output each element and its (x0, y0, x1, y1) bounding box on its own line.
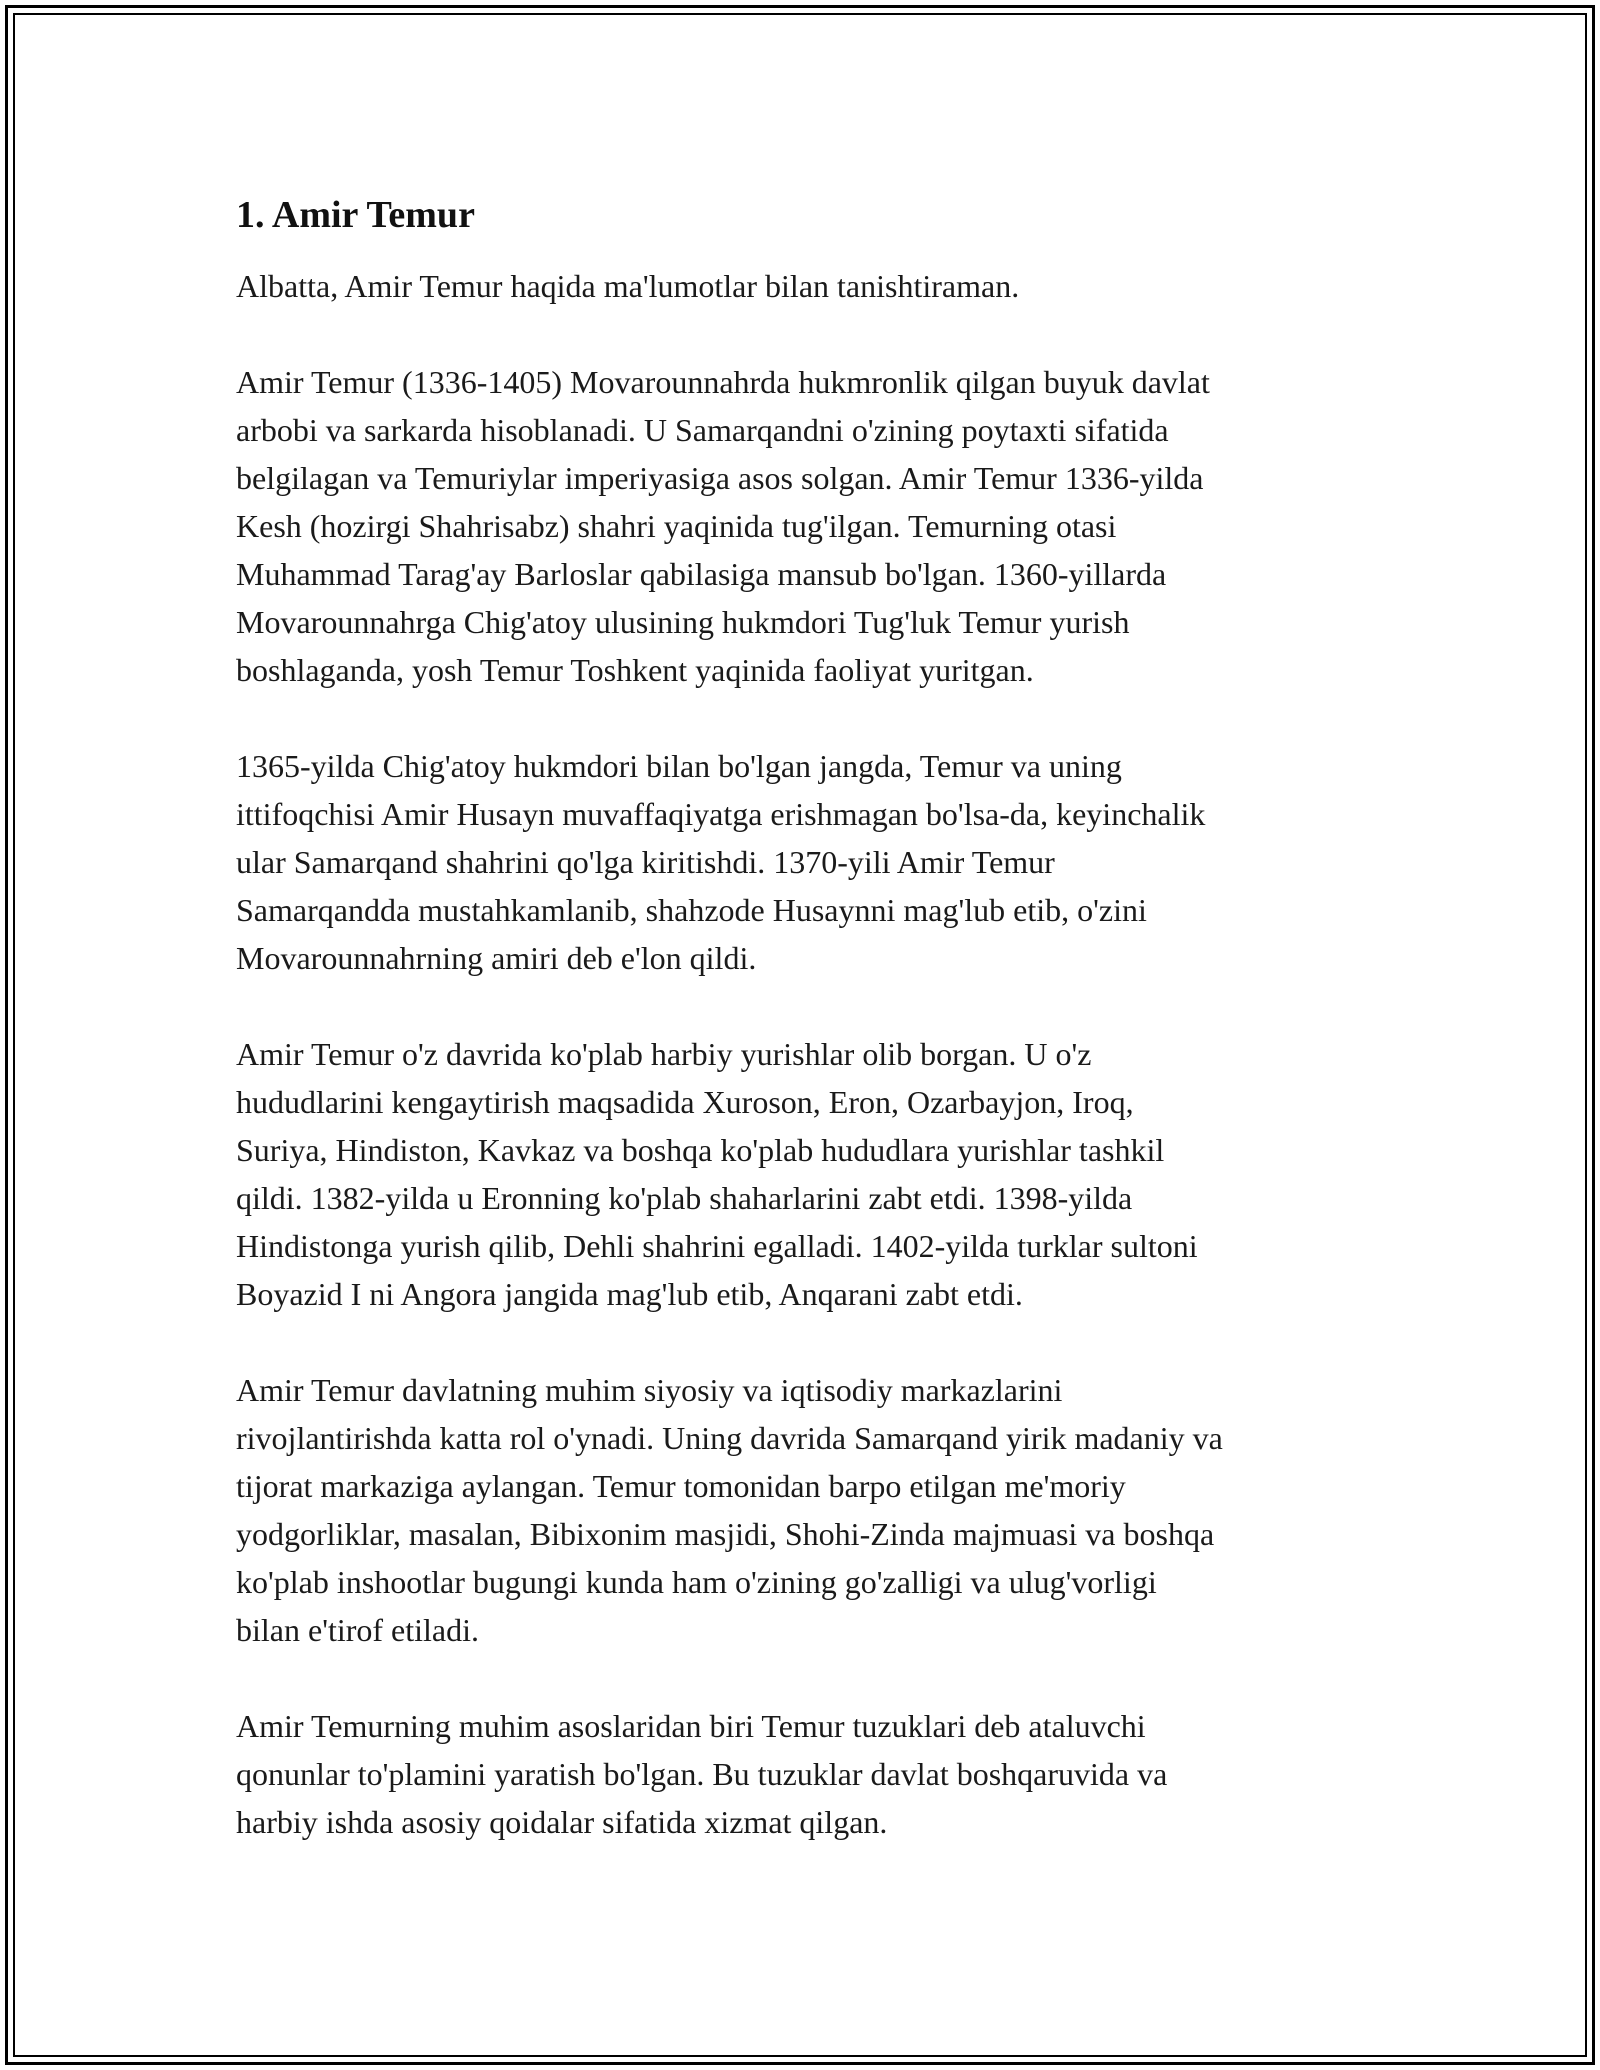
paragraph-tuzuklar: Amir Temurning muhim asoslaridan biri Temur tuzuklari deb ataluvchi qonunlar to'plamini yaratish bo'lgan. Bu tuzuklar davlat boshqaruvida va harbiy ishda asosiy qoidalar sifatida xizmat qilgan. (236, 1708, 1168, 1840)
paragraph-biography: Amir Temur (1336-1405) Movarounnahrda hukmronlik qilgan buyuk davlat arbobi va sarkarda hisoblanadi. U Samarqandni o'zining poytaxti sifatida belgilagan va Temuriylar imperiyasiga asos solgan. Amir Temur 1336-yilda Kesh (hozirgi Shahrisabz) shahri yaqinida tug'ilgan. Temurning otasi Muhammad Tarag'ay Barloslar qabilasiga mansub bo'lgan. 1360-yillarda Movarounnahrga Chig'atoy ulusining hukmdori Tug'luk Temur yurish boshlaganda, yosh Temur Toshkent yaqinida faoliyat yuritgan. (236, 364, 1210, 688)
document-page (236, 188, 1386, 1894)
paragraph-campaigns: Amir Temur o'z davrida ko'plab harbiy yurishlar olib borgan. U o'z hududlarini kengaytirish maqsadida Xuroson, Eron, Ozarbayjon, Iroq, Suriya, Hindiston, Kavkaz va boshqa ko'plab hududlara yurishlar tashkil qildi. 1382-yilda u Eronning ko'plab shaharlarini zabt etdi. 1398-yilda Hindistonga yurish qilib, Dehli shahrini egalladi. 1402-yilda turklar sultoni Boyazid I ni Angora jangida mag'lub etib, Anqarani zabt etdi. (236, 1036, 1198, 1312)
paragraph-rise-to-power: 1365-yilda Chig'atoy hukmdori bilan bo'lgan jangda, Temur va uning ittifoqchisi Amir Husayn muvaffaqiyatga erishmagan bo'lsa-da, keyinchalik ular Samarqand shahrini qo'lga kiritishdi. 1370-yili Amir Temur Samarqandda mustahkamlanib, shahzode Husaynni mag'lub etib, o'zini Movarounnahrning amiri deb e'lon qildi. (236, 748, 1206, 976)
paragraph-legacy: Amir Temur davlatning muhim siyosiy va iqtisodiy markazlarini rivojlantirishda katta rol o'ynadi. Uning davrida Samarqand yirik madaniy va tijorat markaziga aylangan. Temur tomonidan barpo etilgan me'moriy yodgorliklar, masalan, Bibixonim masjidi, Shohi-Zinda majmuasi va boshqa ko'plab inshootlar bugungi kunda ham o'zining go'zalligi va ulug'vorligi bilan e'tirof etiladi. (236, 1372, 1223, 1648)
paragraph-intro: Albatta, Amir Temur haqida ma'lumotlar bilan tanishtiraman. (236, 268, 1020, 304)
document-title: 1. Amir Temur (236, 194, 475, 236)
